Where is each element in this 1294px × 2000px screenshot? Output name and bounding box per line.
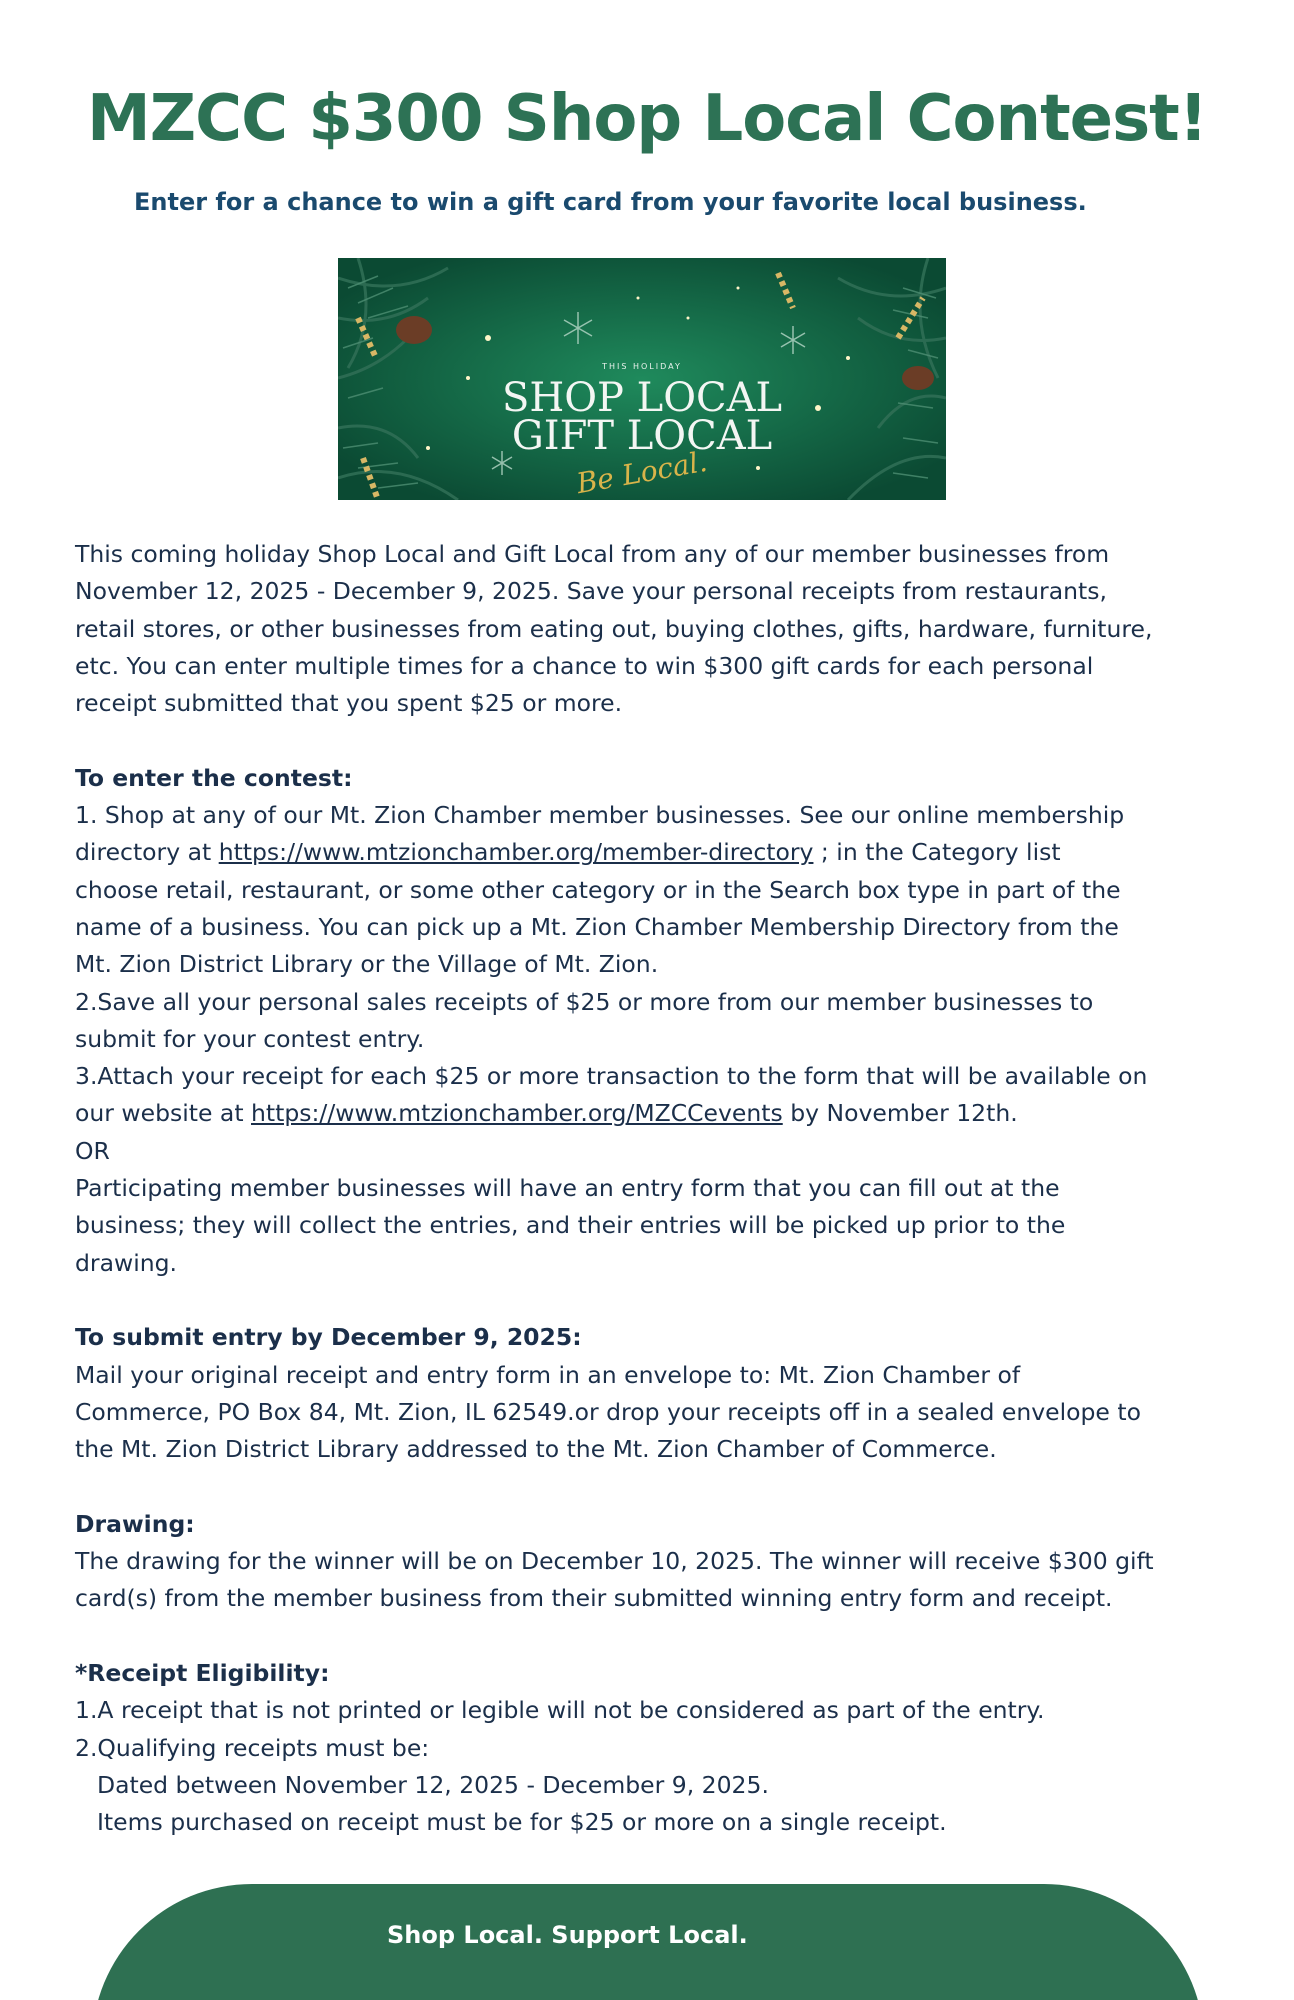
eligibility-line: 2.Qualifying receipts must be: bbox=[75, 1733, 430, 1762]
submit-line: the Mt. Zion District Library addressed to the Mt. Zion Chamber of Commerce. bbox=[75, 1435, 997, 1464]
intro-line: receipt submitted that you spent $25 or more. bbox=[75, 689, 623, 718]
banner-line-2: GIFT LOCAL bbox=[511, 413, 773, 459]
drawing-line: card(s) from the member business from their submitted winning entry form and receipt. bbox=[75, 1584, 1113, 1613]
step1-link-suffix: ; in the Category list bbox=[813, 838, 1061, 867]
step1-link-prefix: directory at bbox=[75, 838, 219, 867]
eligibility-heading: *Receipt Eligibility: bbox=[75, 1658, 330, 1687]
eligibility-line: Dated between November 12, 2025 - December 9, 2025. bbox=[97, 1770, 769, 1799]
banner-line-1: SHOP LOCAL bbox=[501, 375, 783, 421]
step2-line: 2.Save all your personal sales receipts of $25 or more from our member businesses to bbox=[75, 987, 1094, 1016]
spacer bbox=[75, 1282, 1255, 1319]
intro-line: This coming holiday Shop Local and Gift Local from any of our member businesses from bbox=[75, 540, 1110, 568]
banner-script-text: Be Local. bbox=[574, 444, 710, 500]
submit-line: Mail your original receipt and entry form in an envelope to: Mt. Zion Chamber of bbox=[75, 1360, 1021, 1389]
intro-line: November 12, 2025 - December 9, 2025. Save your personal receipts from restaurants, bbox=[75, 577, 1107, 606]
intro-line: retail stores, or other businesses from eating out, buying clothes, gifts, hardware, furniture, bbox=[75, 614, 1153, 643]
drawing-heading: Drawing: bbox=[75, 1509, 195, 1538]
step3-line: 3.Attach your receipt for each $25 or more transaction to the form that will be available on bbox=[75, 1062, 1148, 1091]
step1-line: choose retail, restaurant, or some other category or in the Search box type in part of the bbox=[75, 875, 1121, 904]
mzcc-events-link[interactable]: https://www.mtzionchamber.org/MZCCevents bbox=[251, 1099, 783, 1128]
step3-link-suffix: by November 12th. bbox=[782, 1099, 1018, 1128]
step3-link-prefix: our website at bbox=[75, 1099, 251, 1128]
spacer bbox=[75, 722, 1255, 759]
page-subtitle: Enter for a chance to win a gift card from your favorite local business. bbox=[134, 188, 1087, 216]
step1-line: Mt. Zion District Library or the Village of Mt. Zion. bbox=[75, 950, 659, 979]
footer-slogan: Shop Local. Support Local. bbox=[387, 1921, 748, 1949]
step1-line: name of a business. You can pick up a Mt. Zion Chamber Membership Directory from the bbox=[75, 912, 1119, 941]
eligibility-line: 1.A receipt that is not printed or legible will not be considered as part of the entry. bbox=[75, 1696, 1045, 1725]
member-directory-link[interactable]: https://www.mtzionchamber.org/member-directory bbox=[218, 838, 814, 867]
banner-small-text: THIS HOLIDAY bbox=[602, 362, 682, 371]
holiday-banner-image bbox=[338, 258, 946, 500]
submit-heading: To submit entry by December 9, 2025: bbox=[75, 1323, 582, 1352]
intro-line: etc. You can enter multiple times for a chance to win $300 gift cards for each personal bbox=[75, 651, 1094, 680]
step1-line: 1. Shop at any of our Mt. Zion Chamber member businesses. See our online membership bbox=[75, 801, 1125, 830]
enter-heading: To enter the contest: bbox=[75, 763, 353, 792]
drawing-line: The drawing for the winner will be on December 10, 2025. The winner will receive $300 gift bbox=[75, 1547, 1154, 1576]
alt-line: business; they will collect the entries, and their entries will be picked up prior to the bbox=[75, 1211, 1066, 1240]
alt-line: drawing. bbox=[75, 1248, 178, 1277]
page-title: MZCC $300 Shop Local Contest! bbox=[87, 82, 1207, 156]
alt-line: Participating member businesses will have an entry form that you can fill out at the bbox=[75, 1174, 1060, 1203]
step1-link-line bbox=[75, 834, 1255, 871]
spacer bbox=[75, 1618, 1255, 1655]
eligibility-line: Items purchased on receipt must be for $25 or more on a single receipt. bbox=[97, 1808, 947, 1837]
step2-line: submit for your contest entry. bbox=[75, 1024, 425, 1053]
spacer bbox=[75, 1468, 1255, 1505]
step3-link-line bbox=[75, 1095, 1255, 1132]
body-content bbox=[75, 536, 1255, 1841]
submit-line: Commerce, PO Box 84, Mt. Zion, IL 62549.or drop your receipts off in a sealed envelope to bbox=[75, 1397, 1141, 1426]
or-text: OR bbox=[75, 1136, 110, 1165]
